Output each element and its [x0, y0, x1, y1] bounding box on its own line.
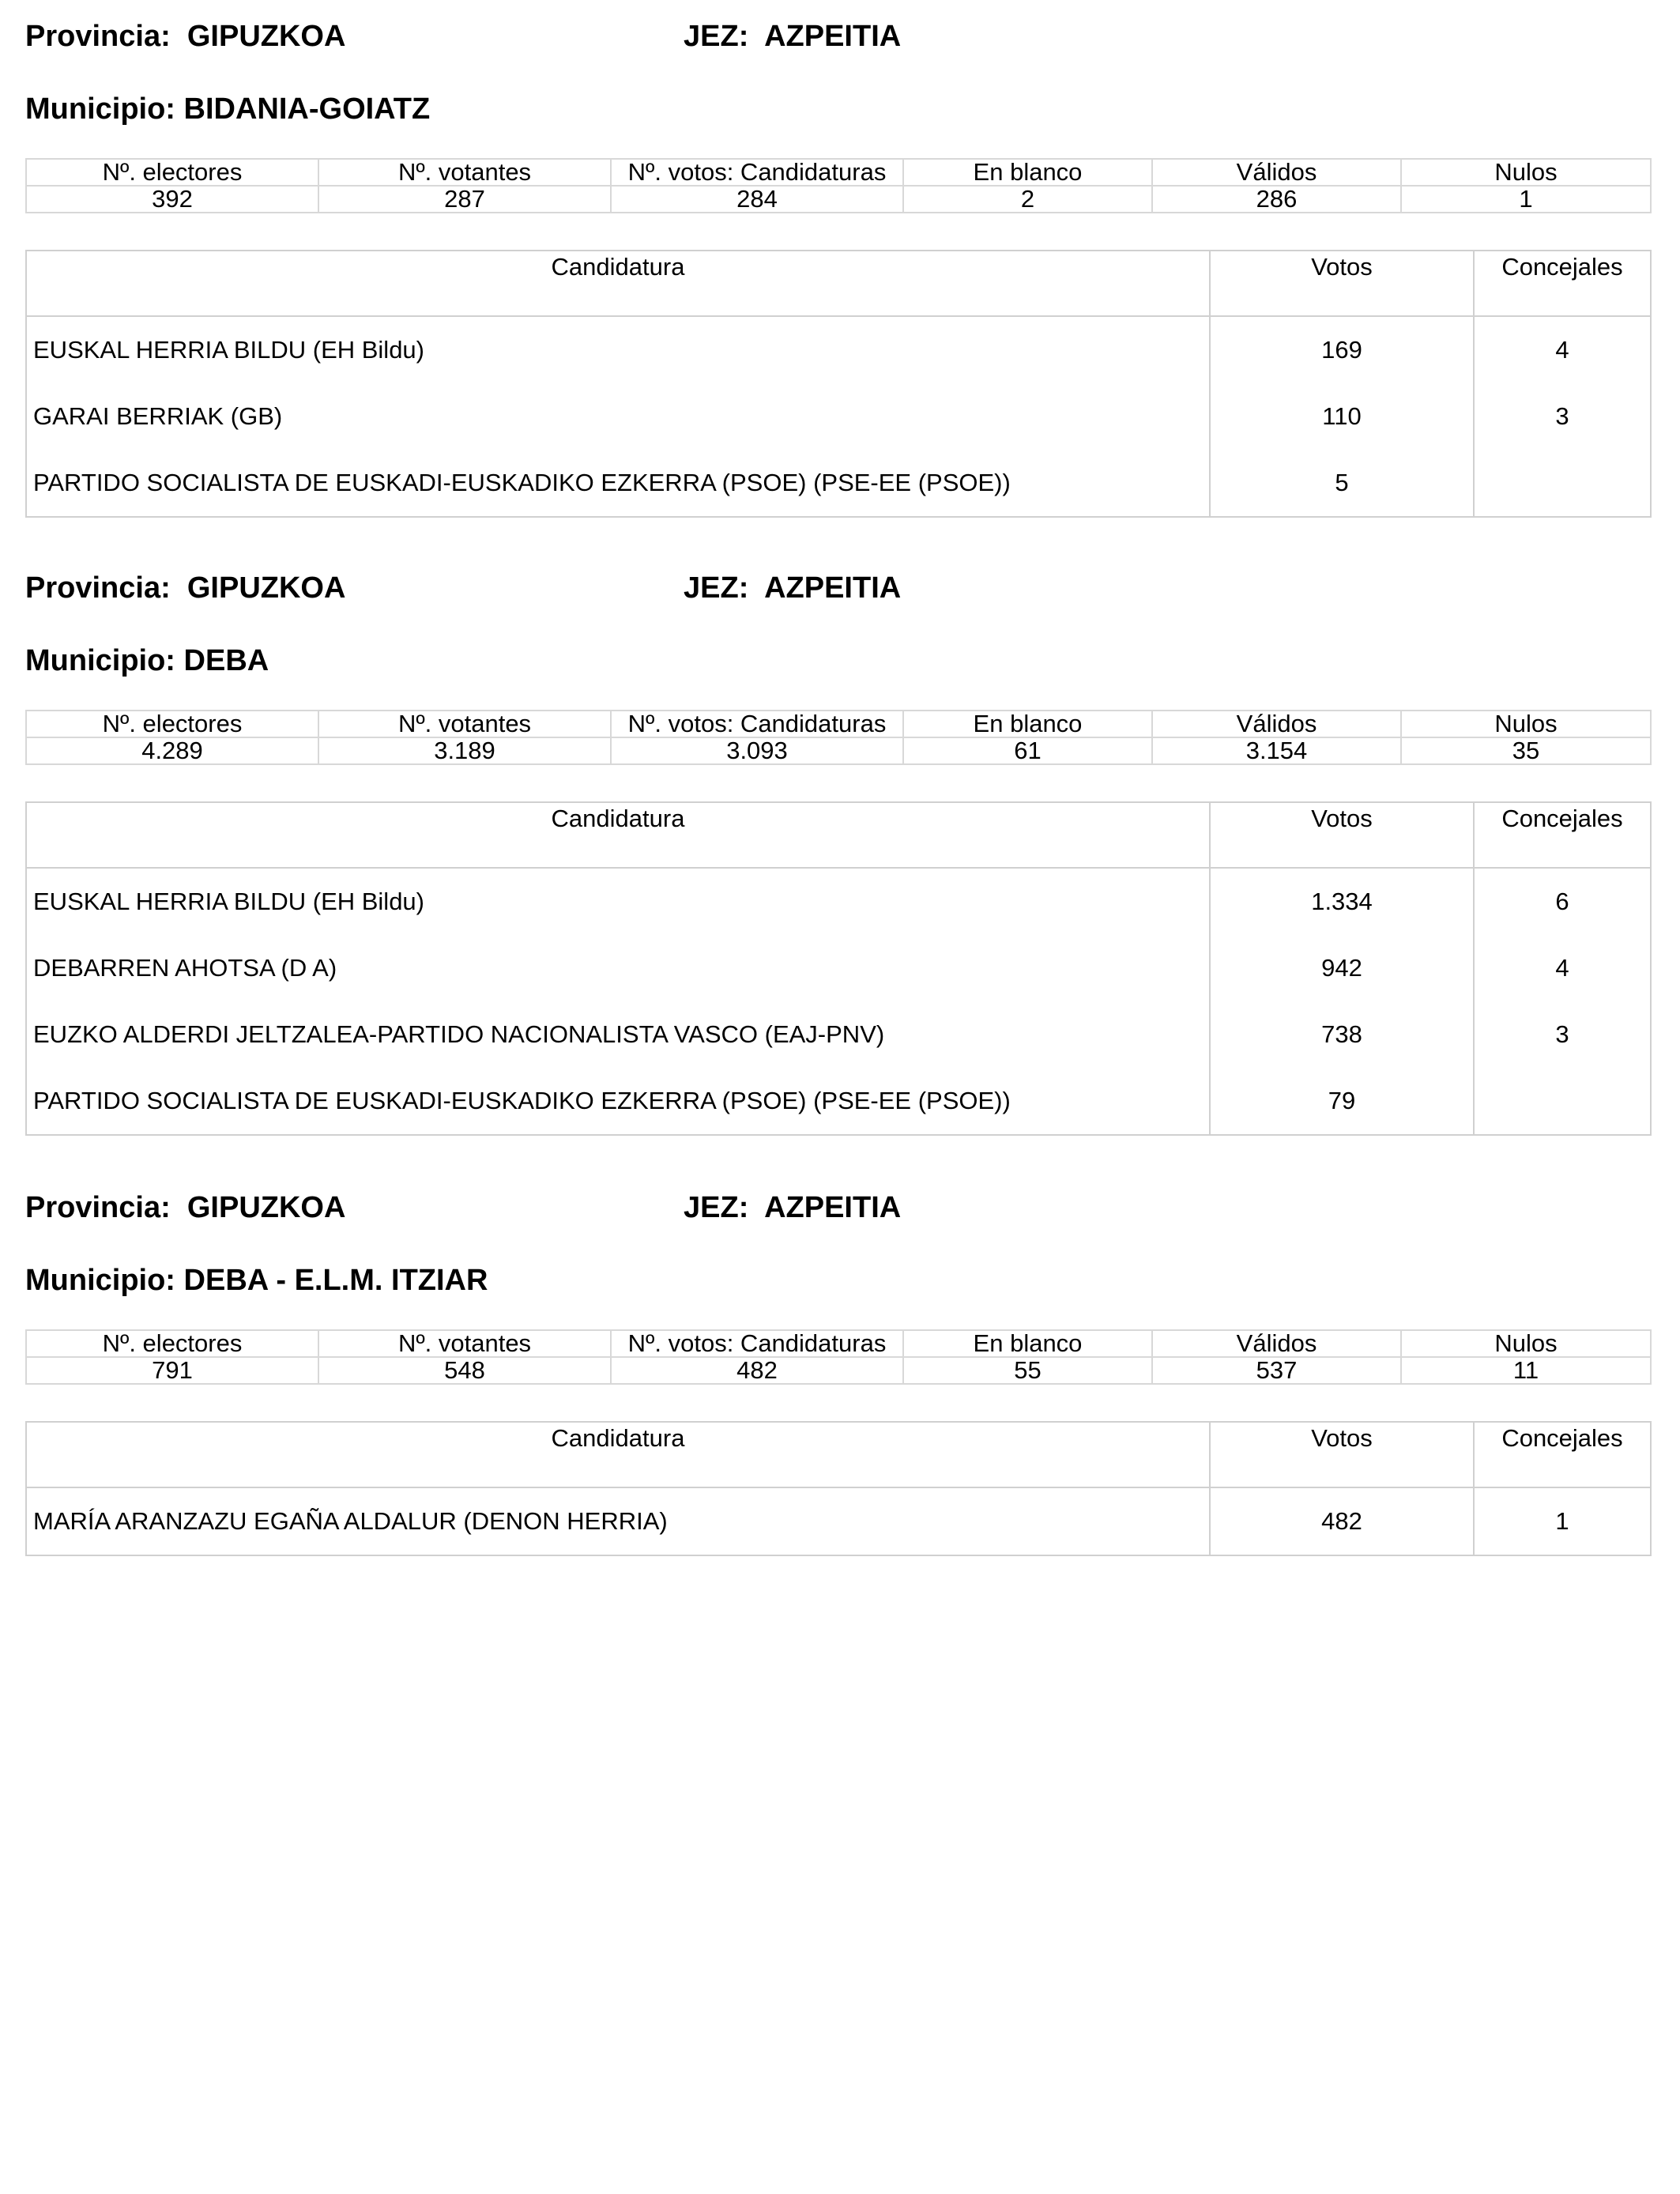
- municipio-section-bidania-goiatz: [25, 14, 1650, 518]
- table-row: [26, 383, 1651, 450]
- col-candidatura-header: Candidatura: [26, 1422, 1210, 1487]
- stats-value-votantes: 548: [318, 1357, 611, 1384]
- candidatura-name: EUZKO ALDERDI JELTZALEA-PARTIDO NACIONALISTA VASCO (EAJ-PNV): [33, 1020, 885, 1048]
- stats-value-votantes: 287: [318, 186, 611, 213]
- stats-header-votantes: Nº. votantes: [318, 159, 611, 186]
- stats-value-en-blanco: 55: [903, 1357, 1152, 1384]
- candidaturas-table: [25, 801, 1652, 1136]
- stats-header-validos: Válidos: [1152, 1330, 1401, 1357]
- candidatura-name: DEBARREN AHOTSA (D A): [33, 954, 337, 982]
- stats-header-nulos: Nulos: [1401, 1330, 1651, 1357]
- stats-header-nulos: Nulos: [1401, 711, 1651, 737]
- stats-value-row: [26, 186, 1651, 213]
- table-row: [26, 935, 1651, 1001]
- stats-value-en-blanco: 61: [903, 737, 1152, 764]
- stats-table: [25, 710, 1652, 765]
- stats-header-nulos: Nulos: [1401, 159, 1651, 186]
- stats-value-votos-candidaturas: 3.093: [611, 737, 903, 764]
- stats-value-votos-candidaturas: 482: [611, 1357, 903, 1384]
- candidatura-name: GARAI BERRIAK (GB): [33, 402, 283, 430]
- candidaturas-header-row: [26, 251, 1651, 316]
- candidatura-concejales: 3: [1474, 383, 1651, 450]
- candidatura-votos: 5: [1210, 450, 1474, 517]
- stats-value-nulos: 1: [1401, 186, 1651, 213]
- candidatura-votos: 738: [1210, 1001, 1474, 1068]
- candidatura-concejales: [1474, 450, 1651, 517]
- municipio-heading: Municipio: DEBA: [25, 644, 269, 677]
- section-header: [25, 14, 1650, 58]
- stats-value-electores: 791: [26, 1357, 318, 1384]
- table-row: [26, 1487, 1651, 1555]
- stats-header-votantes: Nº. votantes: [318, 711, 611, 737]
- candidatura-name: PARTIDO SOCIALISTA DE EUSKADI-EUSKADIKO EZKERRA (PSOE) (PSE-EE (PSOE)): [33, 1087, 1011, 1114]
- municipio-section-deba-elm-itziar: [25, 1186, 1650, 1556]
- candidaturas-header-row: [26, 1422, 1651, 1487]
- stats-value-validos: 537: [1152, 1357, 1401, 1384]
- candidatura-concejales: 4: [1474, 935, 1651, 1001]
- provincia-heading: Provincia: GIPUZKOA: [25, 571, 346, 605]
- stats-value-electores: 392: [26, 186, 318, 213]
- stats-header-votos-candidaturas: Nº. votos: Candidaturas: [611, 159, 903, 186]
- jez-heading: JEZ: AZPEITIA: [684, 20, 902, 53]
- candidaturas-table: [25, 250, 1652, 518]
- table-row: [26, 450, 1651, 517]
- candidatura-name: PARTIDO SOCIALISTA DE EUSKADI-EUSKADIKO EZKERRA (PSOE) (PSE-EE (PSOE)): [33, 469, 1011, 496]
- municipio-heading: Municipio: BIDANIA-GOIATZ: [25, 92, 431, 126]
- col-votos-header: Votos: [1210, 802, 1474, 868]
- stats-header-validos: Válidos: [1152, 711, 1401, 737]
- stats-header-row: [26, 159, 1651, 186]
- candidatura-concejales: [1474, 1068, 1651, 1135]
- stats-header-row: [26, 1330, 1651, 1357]
- col-votos-header: Votos: [1210, 251, 1474, 316]
- jez-heading: JEZ: AZPEITIA: [684, 1191, 902, 1224]
- candidatura-votos: 1.334: [1210, 868, 1474, 935]
- provincia-heading: Provincia: GIPUZKOA: [25, 20, 346, 53]
- jez-heading: JEZ: AZPEITIA: [684, 571, 902, 605]
- stats-header-votos-candidaturas: Nº. votos: Candidaturas: [611, 711, 903, 737]
- candidaturas-table: [25, 1421, 1652, 1556]
- stats-value-electores: 4.289: [26, 737, 318, 764]
- section-header: [25, 566, 1650, 610]
- stats-value-votantes: 3.189: [318, 737, 611, 764]
- stats-value-row: [26, 1357, 1651, 1384]
- stats-header-electores: Nº. electores: [26, 1330, 318, 1357]
- table-row: [26, 1001, 1651, 1068]
- section-header: [25, 1186, 1650, 1230]
- stats-value-validos: 3.154: [1152, 737, 1401, 764]
- candidatura-concejales: 1: [1474, 1487, 1651, 1555]
- stats-value-en-blanco: 2: [903, 186, 1152, 213]
- municipio-heading: Municipio: DEBA - E.L.M. ITZIAR: [25, 1264, 488, 1297]
- stats-header-votos-candidaturas: Nº. votos: Candidaturas: [611, 1330, 903, 1357]
- stats-header-electores: Nº. electores: [26, 159, 318, 186]
- candidatura-name: EUSKAL HERRIA BILDU (EH Bildu): [33, 336, 425, 364]
- col-votos-header: Votos: [1210, 1422, 1474, 1487]
- col-concejales-header: Concejales: [1474, 251, 1651, 316]
- col-concejales-header: Concejales: [1474, 802, 1651, 868]
- stats-header-en-blanco: En blanco: [903, 1330, 1152, 1357]
- stats-header-en-blanco: En blanco: [903, 159, 1152, 186]
- col-candidatura-header: Candidatura: [26, 802, 1210, 868]
- stats-value-row: [26, 737, 1651, 764]
- table-row: [26, 1068, 1651, 1135]
- provincia-heading: Provincia: GIPUZKOA: [25, 1191, 346, 1224]
- candidatura-votos: 482: [1210, 1487, 1474, 1555]
- candidatura-votos: 169: [1210, 316, 1474, 383]
- candidatura-votos: 110: [1210, 383, 1474, 450]
- stats-table: [25, 158, 1652, 213]
- candidatura-votos: 79: [1210, 1068, 1474, 1135]
- candidaturas-header-row: [26, 802, 1651, 868]
- col-concejales-header: Concejales: [1474, 1422, 1651, 1487]
- candidatura-concejales: 4: [1474, 316, 1651, 383]
- stats-table: [25, 1329, 1652, 1385]
- candidatura-votos: 942: [1210, 935, 1474, 1001]
- stats-header-electores: Nº. electores: [26, 711, 318, 737]
- candidatura-name: EUSKAL HERRIA BILDU (EH Bildu): [33, 888, 425, 915]
- candidatura-concejales: 3: [1474, 1001, 1651, 1068]
- candidatura-concejales: 6: [1474, 868, 1651, 935]
- table-row: [26, 868, 1651, 935]
- municipio-section-deba: [25, 566, 1650, 1136]
- stats-header-validos: Válidos: [1152, 159, 1401, 186]
- stats-value-validos: 286: [1152, 186, 1401, 213]
- stats-header-en-blanco: En blanco: [903, 711, 1152, 737]
- candidatura-name: MARÍA ARANZAZU EGAÑA ALDALUR (DENON HERRIA): [33, 1507, 668, 1535]
- table-row: [26, 316, 1651, 383]
- stats-value-nulos: 11: [1401, 1357, 1651, 1384]
- col-candidatura-header: Candidatura: [26, 251, 1210, 316]
- stats-value-votos-candidaturas: 284: [611, 186, 903, 213]
- stats-header-votantes: Nº. votantes: [318, 1330, 611, 1357]
- stats-header-row: [26, 711, 1651, 737]
- stats-value-nulos: 35: [1401, 737, 1651, 764]
